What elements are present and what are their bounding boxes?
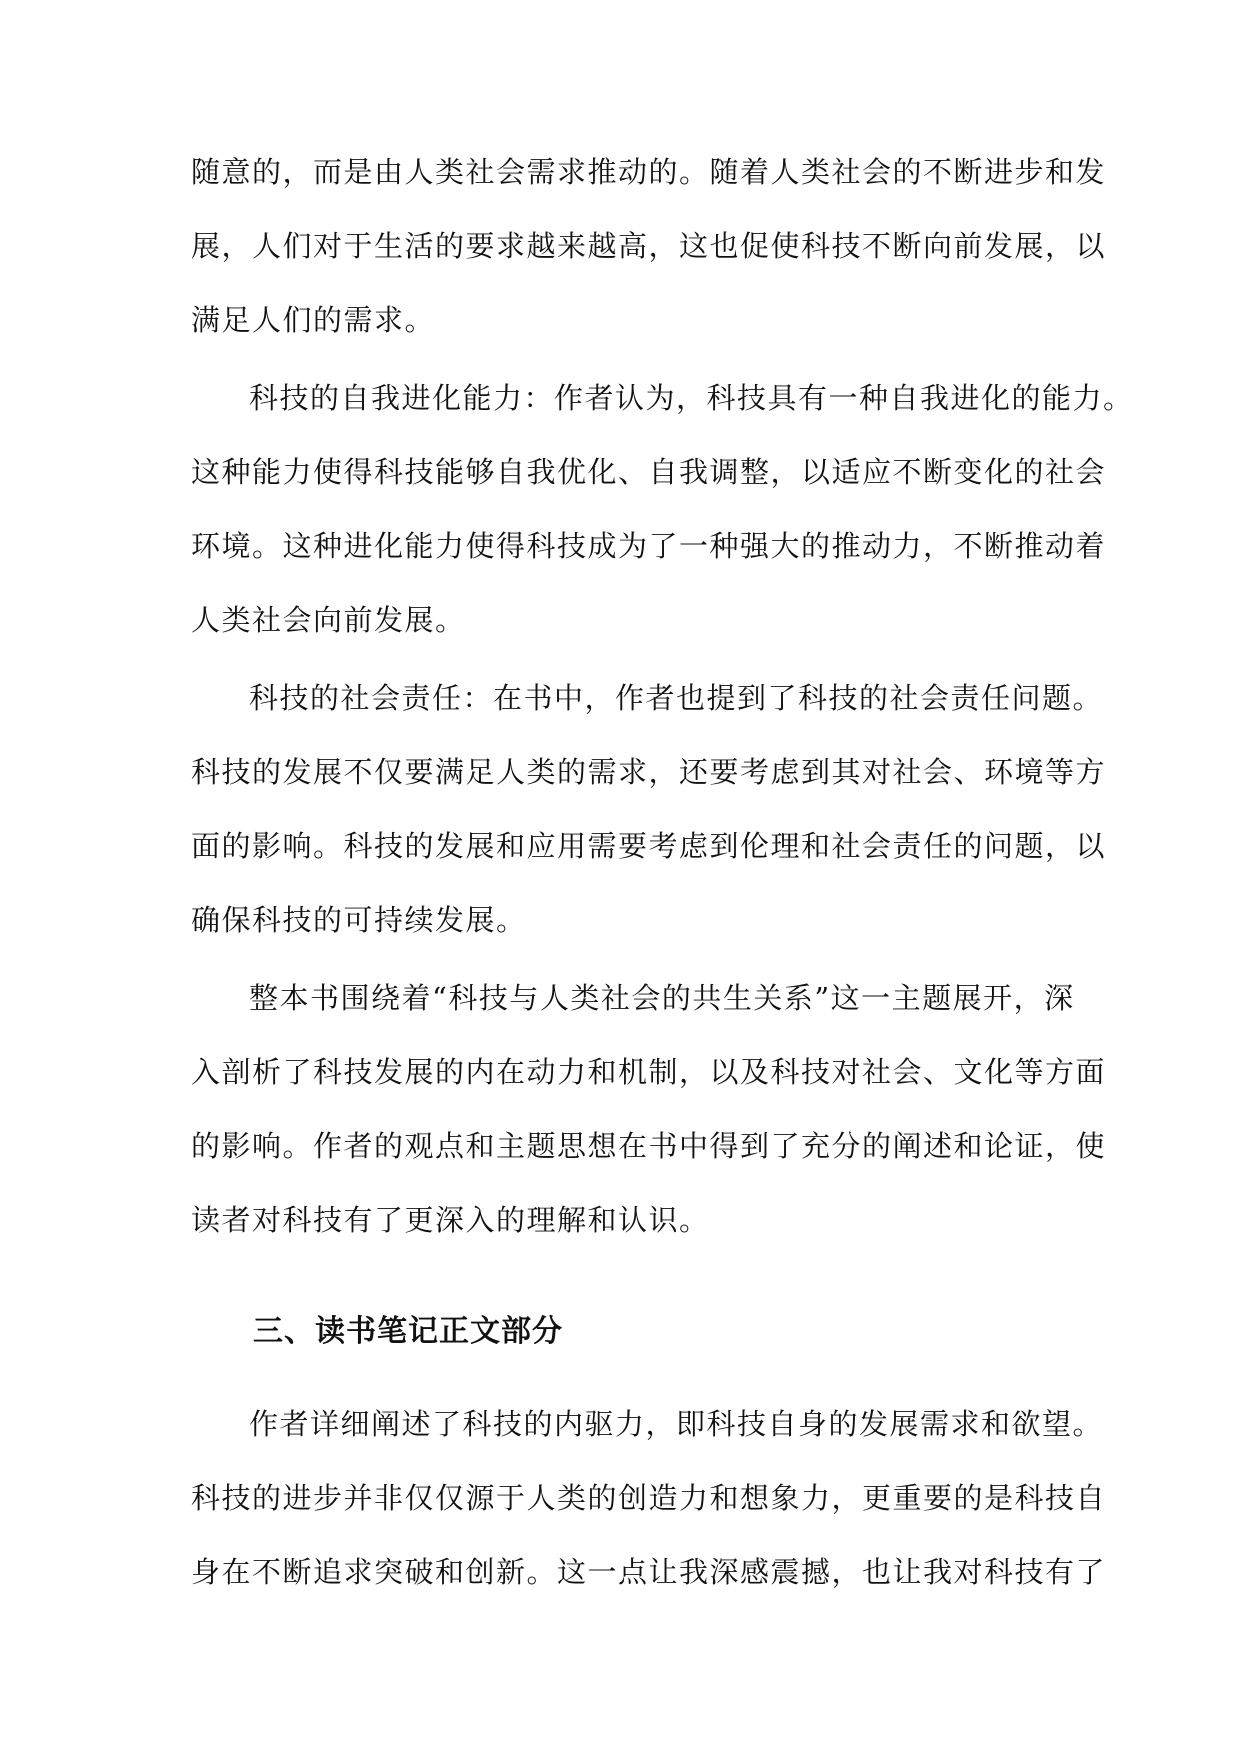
paragraph-3-line-4: 确保科技的可持续发展。 (191, 903, 527, 937)
paragraph-3-line-2: 科技的发展不仅要满足人类的需求，还要考虑到其对社会、环境等方 (191, 755, 1107, 789)
paragraph-1-line-3: 满足人们的需求。 (191, 303, 436, 337)
paragraph-4-line-2: 入剖析了科技发展的内在动力和机制，以及科技对社会、文化等方面 (191, 1055, 1107, 1089)
paragraph-2-line-1: 科技的自我进化能力：作者认为，科技具有一种自我进化的能力。 (249, 381, 1134, 415)
body-paragraph-line-2: 科技的进步并非仅仅源于人类的创造力和想象力，更重要的是科技自 (191, 1481, 1107, 1515)
paragraph-3-line-1: 科技的社会责任：在书中，作者也提到了科技的社会责任问题。 (249, 681, 1104, 715)
paragraph-4-line-3: 的影响。作者的观点和主题思想在书中得到了充分的阐述和论证，使 (191, 1129, 1107, 1163)
body-paragraph-line-1: 作者详细阐述了科技的内驱力，即科技自身的发展需求和欲望。 (249, 1407, 1104, 1441)
body-paragraph-line-3: 身在不断追求突破和创新。这一点让我深感震撼，也让我对科技有了 (191, 1555, 1107, 1589)
paragraph-1-line-1: 随意的，而是由人类社会需求推动的。随着人类社会的不断进步和发 (191, 155, 1107, 189)
paragraph-3-line-3: 面的影响。科技的发展和应用需要考虑到伦理和社会责任的问题，以 (191, 829, 1107, 863)
paragraph-1-line-2: 展，人们对于生活的要求越来越高，这也促使科技不断向前发展，以 (191, 229, 1107, 263)
paragraph-2-line-2: 这种能力使得科技能够自我优化、自我调整，以适应不断变化的社会 (191, 455, 1107, 489)
paragraph-2-line-3: 环境。这种进化能力使得科技成为了一种强大的推动力，不断推动着 (191, 529, 1107, 563)
paragraph-2-line-4: 人类社会向前发展。 (191, 603, 466, 637)
section-heading: 三、读书笔记正文部分 (253, 1314, 563, 1349)
paragraph-4-line-1: 整本书围绕着“科技与人类社会的共生关系”这一主题展开，深 (249, 981, 1075, 1015)
paragraph-4-line-4: 读者对科技有了更深入的理解和认识。 (191, 1203, 710, 1237)
